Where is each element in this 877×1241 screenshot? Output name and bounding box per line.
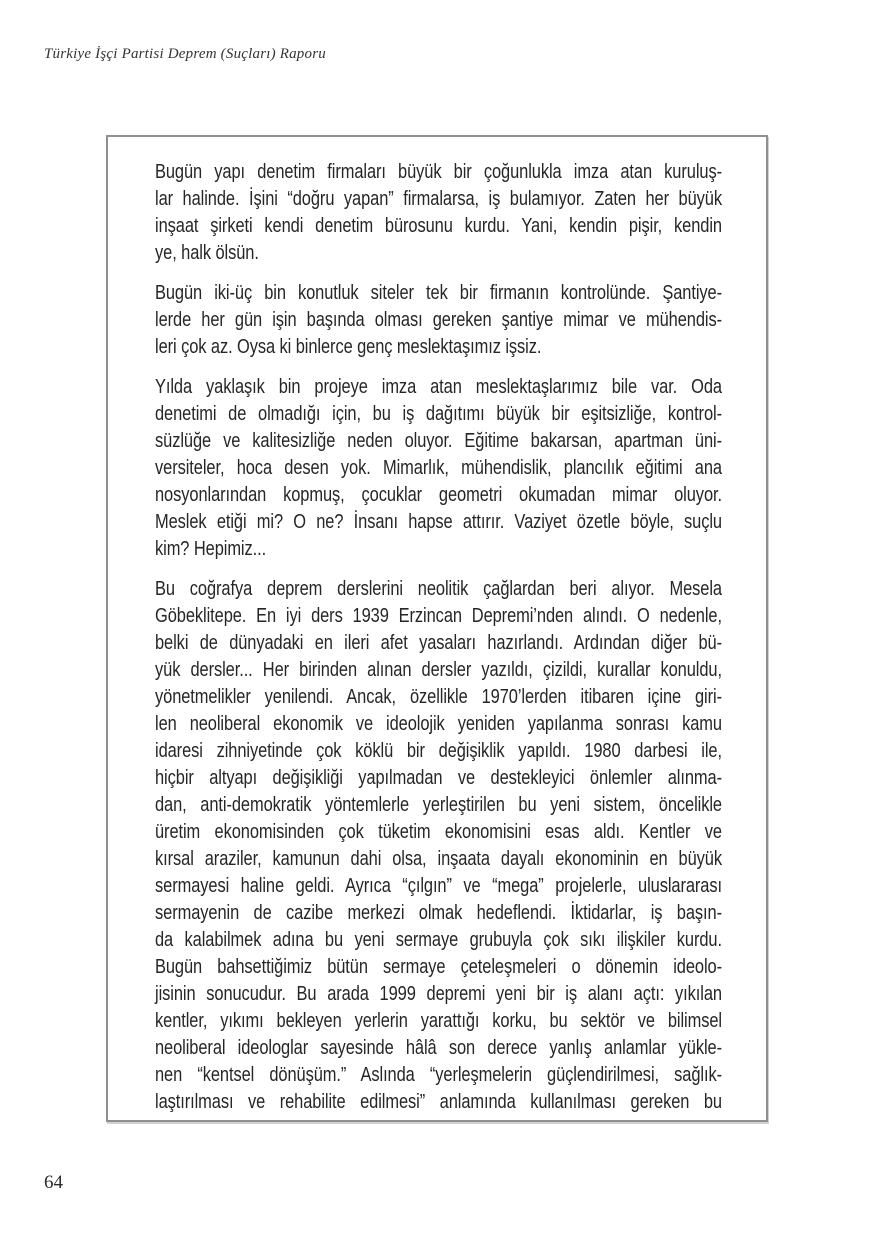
text-line: jisinin sonucudur. Bu arada 1999 depremi yeni bir iş alanı açtı: yıkılan [155, 983, 722, 1005]
text-line: denetimi de olmadığı için, bu iş dağıtımı büyük bir eşitsizliğe, kontrol- [155, 403, 722, 425]
paragraph [155, 576, 766, 1116]
text-line: Bu coğrafya deprem derslerini neolitik çağlardan beri alıyor. Mesela [155, 578, 722, 600]
text-line: len neoliberal ekonomik ve ideolojik yeniden yapılanma sonrası kamu [155, 713, 722, 735]
text-line: inşaat şirketi kendi denetim bürosunu kurdu. Yani, kendin pişir, kendin [155, 215, 722, 237]
text-line: idaresi zihniyetinde çok köklü bir değişiklik yapıldı. 1980 darbesi ile, [155, 740, 722, 762]
text-line: sermayenin de cazibe merkezi olmak hedeflendi. İktidarlar, iş başın- [155, 902, 722, 924]
text-line: versiteler, hoca desen yok. Mimarlık, mühendislik, plancılık eğitimi ana [155, 457, 722, 479]
text-line: kim? Hepimiz... [155, 538, 267, 560]
text-line: belki de dünyadaki en ileri afet yasaları hazırlandı. Ardından diğer bü- [155, 632, 722, 654]
text-line: Bugün yapı denetim firmaları büyük bir çoğunlukla imza atan kuruluş- [155, 161, 722, 183]
paragraph [155, 374, 766, 563]
text-line: lar halinde. İşini “doğru yapan” firmalarsa, iş bulamıyor. Zaten her büyük [155, 188, 722, 210]
text-line: neoliberal ideologlar sayesinde hâlâ son derece yanlış anlamlar yükle- [155, 1037, 722, 1059]
text-line: üretim ekonomisinden çok tüketim ekonomisini esas aldı. Kentler ve [155, 821, 722, 843]
text-line: dan, anti-demokratik yöntemlerle yerleştirilen bu yeni sistem, öncelikle [155, 794, 722, 816]
page-number: 64 [44, 1172, 63, 1193]
text-line: nen “kentsel dönüşüm.” Aslında “yerleşmelerin güçlendirilmesi, sağlık- [155, 1064, 722, 1086]
text-line: Göbeklitepe. En iyi ders 1939 Erzincan Depremi’nden alındı. O nedenle, [155, 605, 722, 627]
text-line: kentler, yıkımı bekleyen yerlerin yarattığı korku, bu sektör ve bilimsel [155, 1010, 722, 1032]
paragraph [155, 159, 766, 267]
text-line: sermayesi haline geldi. Ayrıca “çılgın” ve “mega” projelerle, uluslararası [155, 875, 722, 897]
text-line: Yılda yaklaşık bin projeye imza atan meslektaşlarımız bile var. Oda [155, 376, 722, 398]
text-line: laştırılması ve rehabilite edilmesi” anlamında kullanılması gereken bu [155, 1091, 722, 1113]
text-line: ye, halk ölsün. [155, 242, 259, 264]
paragraph [155, 280, 766, 361]
content-box [106, 135, 768, 1122]
text-line: yönetmelikler yenilendi. Ancak, özellikle 1970’lerden itibaren içine giri- [155, 686, 722, 708]
text-line: Bugün bahsettiğimiz bütün sermaye çeteleşmeleri o dönemin ideolo- [155, 956, 722, 978]
text-line: yük dersler... Her birinden alınan dersler yazıldı, çizildi, kurallar konuldu, [155, 659, 722, 681]
running-header: Türkiye İşçi Partisi Deprem (Suçları) Raporu [44, 46, 326, 62]
text-line: Bugün iki-üç bin konutluk siteler tek bir firmanın kontrolünde. Şantiye- [155, 282, 722, 304]
text-line: kırsal araziler, kamunun dahi olsa, inşaata dayalı ekonominin en büyük [155, 848, 722, 870]
text-line: nosyonlarından kopmuş, çocuklar geometri okumadan mimar oluyor. [155, 484, 722, 506]
text-line: lerde her gün işin başında olması gereken şantiye mimar ve mühendis- [155, 309, 722, 331]
text-line: da kalabilmek adına bu yeni sermaye grubuyla çok sıkı ilişkiler kurdu. [155, 929, 722, 951]
text-line: Meslek etiği mi? O ne? İnsanı hapse attırır. Vaziyet özetle böyle, suçlu [155, 511, 722, 533]
text-line: hiçbir altyapı değişikliği yapılmadan ve destekleyici önlemler alınma- [155, 767, 722, 789]
text-line: süzlüğe ve kalitesizliğe neden oluyor. Eğitime bakarsan, apartman üni- [155, 430, 722, 452]
text-line: leri çok az. Oysa ki binlerce genç meslektaşımız işsiz. [155, 336, 542, 358]
